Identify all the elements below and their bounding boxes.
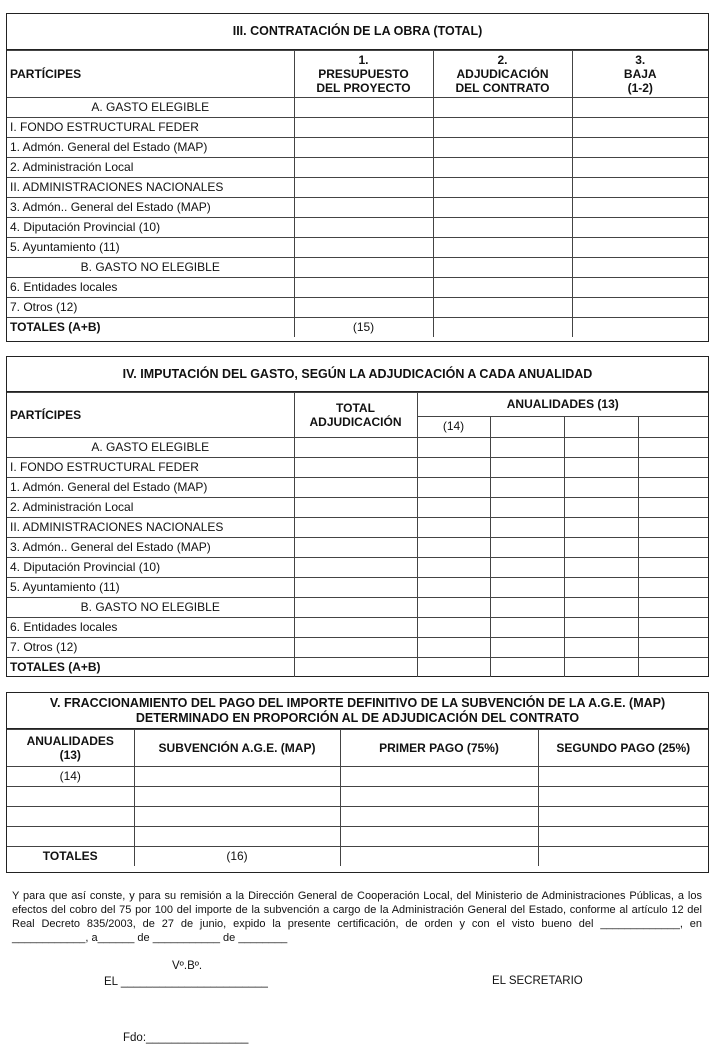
- row-label: 2. Administración Local: [7, 158, 294, 178]
- el-signature-line[interactable]: EL _______________________: [104, 976, 268, 988]
- table-row: [7, 538, 708, 558]
- section-iii: [6, 13, 709, 342]
- table-row: [7, 578, 708, 598]
- input-cell[interactable]: [294, 498, 417, 518]
- input-cell[interactable]: [340, 827, 538, 847]
- input-cell[interactable]: [294, 578, 417, 598]
- input-cell[interactable]: [538, 787, 708, 807]
- input-cell[interactable]: [564, 478, 638, 498]
- input-cell[interactable]: [638, 438, 708, 458]
- table-row: [7, 598, 708, 618]
- input-cell[interactable]: [433, 278, 572, 298]
- input-cell[interactable]: [433, 178, 572, 198]
- certification-paragraph: Y para que así conste, y para su remisión a la Dirección General de Cooperación Local, del Ministerio de Administraciones Públicas, a los efectos del cobro del 75 por 100 del importe de la subvención a cargo de la Administración General del Estado, conforme al artículo 12 del Real Decreto 835/2003, de 27 de junio, expido la presente certificación, de orden y con el visto bueno del _____________, en ____________, a______ de ___________ de ________: [12, 890, 702, 944]
- table-row: [7, 158, 708, 178]
- col-anualidades: ANUALIDADES (13): [417, 393, 708, 417]
- input-cell[interactable]: [490, 498, 564, 518]
- input-cell[interactable]: [433, 138, 572, 158]
- input-cell[interactable]: [564, 458, 638, 478]
- row-label: 5. Ayuntamiento (11): [7, 238, 294, 258]
- input-cell[interactable]: [638, 518, 708, 538]
- col-total-adjudicacion: TOTAL ADJUDICACIÓN: [294, 393, 417, 438]
- input-cell[interactable]: [134, 767, 340, 787]
- input-cell[interactable]: [638, 498, 708, 518]
- col-anualidades: ANUALIDADES (13): [7, 730, 134, 767]
- row-label: 5. Ayuntamiento (11): [7, 578, 294, 598]
- input-cell[interactable]: [538, 827, 708, 847]
- input-cell[interactable]: [638, 578, 708, 598]
- row-label: 7. Otros (12): [7, 638, 294, 658]
- input-cell[interactable]: [490, 618, 564, 638]
- table-row: [7, 458, 708, 478]
- input-cell[interactable]: [564, 658, 638, 678]
- input-cell[interactable]: [417, 458, 490, 478]
- table-row: [7, 198, 708, 218]
- table-row: [7, 298, 708, 318]
- input-cell[interactable]: [490, 478, 564, 498]
- input-cell[interactable]: [572, 138, 708, 158]
- table-row: [7, 807, 708, 827]
- visto-bueno-label: Vº.Bº.: [172, 960, 203, 972]
- input-cell[interactable]: [7, 787, 134, 807]
- input-cell[interactable]: [294, 658, 417, 678]
- input-cell[interactable]: [417, 658, 490, 678]
- input-cell[interactable]: [433, 118, 572, 138]
- input-cell[interactable]: [417, 538, 490, 558]
- input-cell[interactable]: [340, 807, 538, 827]
- input-cell[interactable]: [294, 158, 433, 178]
- anualidad-cell[interactable]: [490, 416, 564, 437]
- input-cell[interactable]: [433, 258, 572, 278]
- anualidad-cell[interactable]: [564, 416, 638, 437]
- row-label: II. ADMINISTRACIONES NACIONALES: [7, 178, 294, 198]
- row-label: 2. Administración Local: [7, 498, 294, 518]
- input-cell[interactable]: [294, 138, 433, 158]
- table-row: [7, 118, 708, 138]
- header-row: [7, 393, 708, 417]
- input-cell[interactable]: [417, 498, 490, 518]
- input-cell[interactable]: [294, 278, 433, 298]
- table-row: [7, 787, 708, 807]
- input-cell[interactable]: [417, 518, 490, 538]
- input-cell[interactable]: [417, 478, 490, 498]
- totals-note: (15): [294, 318, 433, 338]
- totals-note: (16): [134, 847, 340, 867]
- table-row: [7, 638, 708, 658]
- section-iv: [6, 356, 709, 677]
- input-cell[interactable]: [134, 827, 340, 847]
- section-iii-title: III. CONTRATACIÓN DE LA OBRA (TOTAL): [7, 14, 708, 50]
- input-cell[interactable]: [294, 638, 417, 658]
- input-cell[interactable]: [572, 158, 708, 178]
- section-iii-table: [7, 50, 708, 337]
- totals-label: TOTALES (A+B): [7, 658, 294, 678]
- table-row: [7, 478, 708, 498]
- input-cell[interactable]: [294, 218, 433, 238]
- row-label: 3. Admón.. General del Estado (MAP): [7, 538, 294, 558]
- header-row: [7, 51, 708, 98]
- col-participes: PARTÍCIPES: [7, 393, 294, 438]
- input-cell[interactable]: [294, 458, 417, 478]
- row-label: 4. Diputación Provincial (10): [7, 558, 294, 578]
- input-cell[interactable]: [572, 198, 708, 218]
- input-cell[interactable]: [538, 767, 708, 787]
- input-cell[interactable]: [417, 558, 490, 578]
- input-cell[interactable]: [433, 198, 572, 218]
- section-iv-table: [7, 392, 708, 677]
- input-cell[interactable]: [294, 178, 433, 198]
- row-label: 7. Otros (12): [7, 298, 294, 318]
- col-primer-pago: PRIMER PAGO (75%): [340, 730, 538, 767]
- input-cell[interactable]: [490, 638, 564, 658]
- input-cell[interactable]: [572, 318, 708, 338]
- input-cell[interactable]: [564, 638, 638, 658]
- input-cell[interactable]: [490, 578, 564, 598]
- section-v: [6, 692, 709, 873]
- input-cell[interactable]: [572, 118, 708, 138]
- input-cell[interactable]: [294, 198, 433, 218]
- table-row: [7, 258, 708, 278]
- input-cell[interactable]: [433, 238, 572, 258]
- input-cell[interactable]: [433, 218, 572, 238]
- table-row: [7, 98, 708, 118]
- input-cell[interactable]: [340, 787, 538, 807]
- input-cell[interactable]: [490, 658, 564, 678]
- table-row: [7, 518, 708, 538]
- input-cell[interactable]: [134, 807, 340, 827]
- input-cell[interactable]: [638, 478, 708, 498]
- anualidad-note: (14): [417, 416, 490, 437]
- table-row: [7, 278, 708, 298]
- input-cell[interactable]: [490, 518, 564, 538]
- input-cell[interactable]: [294, 438, 417, 458]
- section-v-title: V. FRACCIONAMIENTO DEL PAGO DEL IMPORTE DEFINITIVO DE LA SUBVENCIÓN DE LA A.G.E. (MAP) DETERMINADO EN PROPORCIÓN AL DE ADJUDICACIÓN DEL CONTRATO: [7, 693, 708, 729]
- input-cell[interactable]: [433, 318, 572, 338]
- table-row: [7, 827, 708, 847]
- fdo-signature-line[interactable]: Fdo:________________: [123, 1032, 249, 1044]
- input-cell[interactable]: [294, 118, 433, 138]
- input-cell[interactable]: [340, 767, 538, 787]
- table-row: [7, 767, 708, 787]
- table-row: [7, 138, 708, 158]
- input-cell[interactable]: [638, 618, 708, 638]
- table-row: [7, 238, 708, 258]
- input-cell[interactable]: [294, 618, 417, 638]
- input-cell[interactable]: [294, 298, 433, 318]
- col-baja: 3. BAJA (1-2): [572, 51, 708, 98]
- input-cell[interactable]: [538, 847, 708, 867]
- input-cell[interactable]: [638, 558, 708, 578]
- totals-row: [7, 658, 708, 678]
- input-cell[interactable]: [572, 218, 708, 238]
- input-cell[interactable]: [417, 578, 490, 598]
- input-cell[interactable]: [564, 598, 638, 618]
- input-cell[interactable]: [638, 658, 708, 678]
- totals-label: TOTALES (A+B): [7, 318, 294, 338]
- header-row: [7, 730, 708, 767]
- anualidad-note: (14): [7, 767, 134, 787]
- row-label: 3. Admón.. General del Estado (MAP): [7, 198, 294, 218]
- table-row: [7, 178, 708, 198]
- input-cell[interactable]: [572, 238, 708, 258]
- section-v-table: [7, 729, 708, 866]
- table-row: [7, 618, 708, 638]
- input-cell[interactable]: [564, 518, 638, 538]
- table-row: [7, 498, 708, 518]
- col-presupuesto: 1. PRESUPUESTO DEL PROYECTO: [294, 51, 433, 98]
- input-cell[interactable]: [340, 847, 538, 867]
- input-cell[interactable]: [572, 298, 708, 318]
- table-row: [7, 558, 708, 578]
- input-cell[interactable]: [490, 598, 564, 618]
- input-cell[interactable]: [294, 538, 417, 558]
- totals-row: [7, 847, 708, 867]
- row-label: A. GASTO ELEGIBLE: [7, 438, 294, 458]
- input-cell[interactable]: [638, 638, 708, 658]
- row-label: A. GASTO ELEGIBLE: [7, 98, 294, 118]
- table-row: [7, 438, 708, 458]
- table-row: [7, 218, 708, 238]
- col-participes: PARTÍCIPES: [7, 51, 294, 98]
- input-cell[interactable]: [7, 807, 134, 827]
- col-subvencion: SUBVENCIÓN A.G.E. (MAP): [134, 730, 340, 767]
- input-cell[interactable]: [294, 258, 433, 278]
- row-label: 1. Admón. General del Estado (MAP): [7, 478, 294, 498]
- input-cell[interactable]: [572, 98, 708, 118]
- input-cell[interactable]: [417, 638, 490, 658]
- input-cell[interactable]: [417, 598, 490, 618]
- input-cell[interactable]: [564, 618, 638, 638]
- input-cell[interactable]: [294, 98, 433, 118]
- input-cell[interactable]: [564, 578, 638, 598]
- input-cell[interactable]: [638, 598, 708, 618]
- input-cell[interactable]: [572, 278, 708, 298]
- input-cell[interactable]: [538, 807, 708, 827]
- input-cell[interactable]: [572, 178, 708, 198]
- input-cell[interactable]: [433, 158, 572, 178]
- row-label: B. GASTO NO ELEGIBLE: [7, 598, 294, 618]
- input-cell[interactable]: [490, 538, 564, 558]
- anualidad-cell[interactable]: [638, 416, 708, 437]
- input-cell[interactable]: [433, 98, 572, 118]
- input-cell[interactable]: [638, 458, 708, 478]
- input-cell[interactable]: [433, 298, 572, 318]
- row-label: I. FONDO ESTRUCTURAL FEDER: [7, 118, 294, 138]
- input-cell[interactable]: [564, 498, 638, 518]
- input-cell[interactable]: [294, 558, 417, 578]
- input-cell[interactable]: [294, 598, 417, 618]
- row-label: I. FONDO ESTRUCTURAL FEDER: [7, 458, 294, 478]
- row-label: 6. Entidades locales: [7, 278, 294, 298]
- section-iv-title: IV. IMPUTACIÓN DEL GASTO, SEGÚN LA ADJUDICACIÓN A CADA ANUALIDAD: [7, 357, 708, 392]
- secretario-label: EL SECRETARIO: [492, 975, 583, 987]
- row-label: II. ADMINISTRACIONES NACIONALES: [7, 518, 294, 538]
- col-segundo-pago: SEGUNDO PAGO (25%): [538, 730, 708, 767]
- input-cell[interactable]: [134, 787, 340, 807]
- input-cell[interactable]: [564, 538, 638, 558]
- input-cell[interactable]: [7, 827, 134, 847]
- row-label: 1. Admón. General del Estado (MAP): [7, 138, 294, 158]
- input-cell[interactable]: [294, 518, 417, 538]
- totals-label: TOTALES: [7, 847, 134, 867]
- input-cell[interactable]: [417, 618, 490, 638]
- input-cell[interactable]: [490, 458, 564, 478]
- input-cell[interactable]: [564, 558, 638, 578]
- input-cell[interactable]: [417, 438, 490, 458]
- input-cell[interactable]: [638, 538, 708, 558]
- input-cell[interactable]: [564, 438, 638, 458]
- input-cell[interactable]: [294, 238, 433, 258]
- input-cell[interactable]: [294, 478, 417, 498]
- col-adjudicacion: 2. ADJUDICACIÓN DEL CONTRATO: [433, 51, 572, 98]
- row-label: B. GASTO NO ELEGIBLE: [7, 258, 294, 278]
- input-cell[interactable]: [490, 438, 564, 458]
- input-cell[interactable]: [572, 258, 708, 278]
- row-label: 6. Entidades locales: [7, 618, 294, 638]
- totals-row: [7, 318, 708, 338]
- row-label: 4. Diputación Provincial (10): [7, 218, 294, 238]
- input-cell[interactable]: [490, 558, 564, 578]
